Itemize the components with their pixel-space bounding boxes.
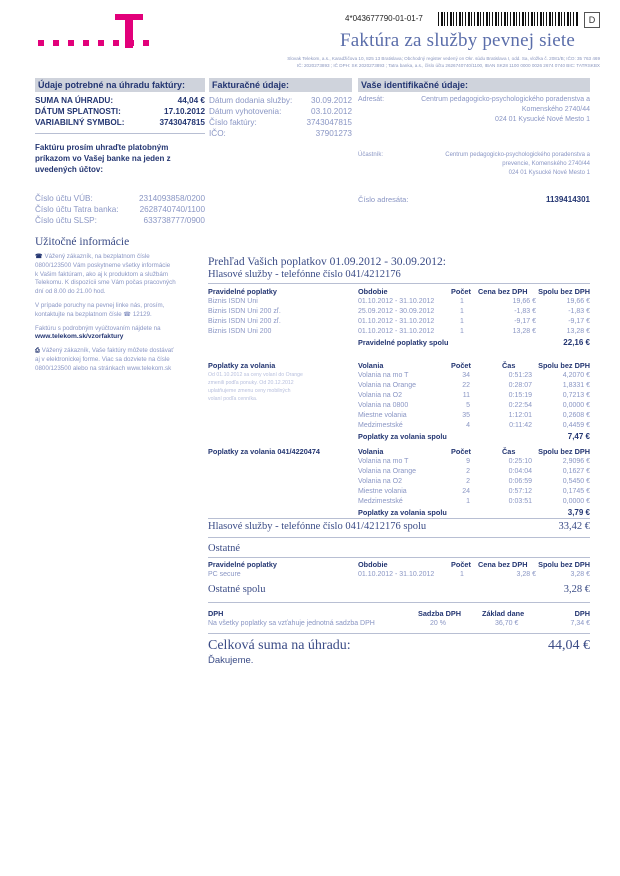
invoice-section bbox=[209, 78, 352, 139]
call2-row bbox=[208, 467, 590, 477]
calls2-total-row: Poplatky za volania spolu 3,79 € bbox=[358, 508, 590, 517]
calls-total-row: Poplatky za volania spolu 7,47 € bbox=[358, 432, 590, 441]
call2-row-cell: 0:57:12 bbox=[508, 488, 532, 495]
addressee-no: 1139414301 bbox=[545, 195, 590, 204]
call2-row bbox=[208, 497, 590, 507]
regular-fees-table bbox=[208, 287, 590, 357]
calls-table bbox=[208, 361, 590, 443]
call2-row-cell: 0:06:59 bbox=[508, 478, 532, 485]
invoice-row-number: Číslo faktúry: 3743047815 bbox=[209, 118, 352, 127]
regular-fee-row-cell: -9,17 € bbox=[568, 318, 590, 325]
overview-title: Prehľad Vašich poplatkov 01.09.2012 - 30.09.2012: bbox=[208, 256, 446, 268]
telekom-link[interactable]: www.telekom.sk/vzorfaktury bbox=[35, 333, 124, 341]
call2-row-cell: Volania na mo T bbox=[358, 458, 409, 465]
regular-fee-row bbox=[208, 307, 590, 317]
call2-row-cell: 2,9096 € bbox=[562, 458, 590, 465]
address-block: Centrum pedagogicko-psychologického poradenstva a Komenského 2740/44 024 01 Kysucké Nové Mesto 1 bbox=[421, 96, 590, 123]
printer-icon: ⎙ bbox=[35, 347, 40, 355]
call2-row-cell: 0,5450 € bbox=[562, 478, 590, 485]
useful-info bbox=[35, 236, 200, 374]
regular-fee-row bbox=[208, 297, 590, 307]
invoice-row-delivery: Dátum dodania služby: 30.09.2012 bbox=[209, 96, 352, 105]
call2-row-cell: 2 bbox=[466, 478, 470, 485]
calls2-header: Poplatky za volania 041/4220474 Volania Počet Čas Spolu bez DPH bbox=[208, 447, 590, 456]
other-fee-row-cell: 3,28 € bbox=[516, 571, 536, 578]
call-row-cell: 1:12:01 bbox=[508, 412, 532, 419]
call-row-cell: 0,0000 € bbox=[562, 402, 590, 409]
call2-row-cell: Medzimestské bbox=[358, 498, 403, 505]
call2-row-cell: 0:03:51 bbox=[508, 498, 532, 505]
thanks: Ďakujeme. bbox=[208, 655, 254, 666]
invoice-header: Fakturačné údaje: bbox=[209, 78, 352, 92]
call-row-cell: 4,2070 € bbox=[562, 372, 590, 379]
document-title: Faktúra za služby pevnej siete bbox=[340, 30, 575, 51]
regular-fee-row-cell: 19,66 € bbox=[512, 298, 536, 305]
call2-row bbox=[208, 487, 590, 497]
other-fee-row-cell: 1 bbox=[460, 571, 464, 578]
call-row-cell: 0:28:07 bbox=[508, 382, 532, 389]
regular-fee-row-cell: 19,66 € bbox=[566, 298, 590, 305]
regular-fee-row-cell: 13,28 € bbox=[566, 328, 590, 335]
call-row-cell: 0:22:54 bbox=[508, 402, 532, 409]
barcode bbox=[438, 12, 578, 26]
other-total: 3,28 € bbox=[563, 584, 590, 595]
other-total-label: Ostatné spolu bbox=[208, 584, 266, 595]
call-row bbox=[208, 381, 590, 391]
payment-section bbox=[35, 78, 205, 175]
other-fee-row-cell: 01.10.2012 - 31.10.2012 bbox=[358, 571, 435, 578]
call-row-cell: 35 bbox=[462, 412, 470, 419]
call-row bbox=[208, 371, 590, 381]
call2-row bbox=[208, 477, 590, 487]
useful-title: Užitočné informácie bbox=[35, 236, 130, 248]
addressee-no-label: Číslo adresáta: bbox=[358, 195, 409, 204]
ident-section bbox=[358, 78, 590, 207]
grand-total: 44,04 € bbox=[548, 638, 590, 653]
payment-row-amount: SUMA NA ÚHRADU: 44,04 € bbox=[35, 96, 205, 105]
phone-icon: ☎ bbox=[35, 253, 43, 260]
payment-row-vs: VARIABILNÝ SYMBOL: 3743047815 bbox=[35, 118, 205, 127]
regular-fee-row-cell: 1 bbox=[460, 318, 464, 325]
telekom-logo-icon bbox=[115, 14, 143, 48]
useful-p3: Faktúru s podrobným vyúčtovaním nájdete na www.telekom.sk/vzorfaktury bbox=[35, 324, 161, 341]
account-slsp: Číslo účtu SLSP: 633738777/0900 bbox=[35, 216, 205, 225]
regular-fee-row-cell: Biznis ISDN Uni bbox=[208, 298, 258, 305]
account-vub: Číslo účtu VÚB: 2314093858/0200 bbox=[35, 194, 205, 203]
regular-fee-row-cell: 01.10.2012 - 31.10.2012 bbox=[358, 318, 435, 325]
regular-fee-row-cell: 1 bbox=[460, 328, 464, 335]
regular-fee-row bbox=[208, 327, 590, 337]
other-title: Ostatné bbox=[208, 543, 241, 554]
call2-row-cell: 1 bbox=[466, 498, 470, 505]
vat-row: Na všetky poplatky sa vzťahuje jednotná sadzba DPH 20 % 36,70 € 7,34 € bbox=[208, 620, 590, 627]
useful-p4: ⎙ Vážený zákazník, Vaše faktúry môžete dostávať aj v elektronickej forme. Viac sa dozviete na čísle 0800/123500 alebo na stránkach www.telekom.sk bbox=[35, 347, 174, 372]
useful-p1: ☎ Vážený zákazník, na bezplatnom čísle 0800/123500 Vám poskytneme všetky informácie k Vašim faktúram, ako aj k produktom a službám Telekomu. K dispozícii sme Vám počas pracovných dní od 8.00 do 21.00 hod. bbox=[35, 253, 176, 296]
call-row-cell: 0,7213 € bbox=[562, 392, 590, 399]
call2-row bbox=[208, 457, 590, 467]
invoice-row-ico: IČO: 37901273 bbox=[209, 129, 352, 138]
call-row-cell: 5 bbox=[466, 402, 470, 409]
call-row-cell: 22 bbox=[462, 382, 470, 389]
other-table bbox=[208, 560, 590, 580]
barcode-number: 4*043677790-01-01-7 bbox=[345, 14, 423, 23]
address-label: Adresát: bbox=[358, 96, 385, 103]
voice-total-label: Hlasové služby - telefónne číslo 041/4212176 spolu bbox=[208, 521, 427, 532]
regular-fee-row bbox=[208, 317, 590, 327]
call-row-cell: Volania na Orange bbox=[358, 382, 416, 389]
call-row-cell: 4 bbox=[466, 422, 470, 429]
call-row-cell: Volania na mo T bbox=[358, 372, 409, 379]
regular-fee-row-cell: Biznis ISDN Uni 200 zľ. bbox=[208, 318, 281, 325]
call2-row-cell: 9 bbox=[466, 458, 470, 465]
call-row-cell: Medzimestské bbox=[358, 422, 403, 429]
calls2-table bbox=[208, 447, 590, 519]
call-row-cell: Miestne volania bbox=[358, 412, 407, 419]
call-row bbox=[208, 391, 590, 401]
voice-title: Hlasové služby - telefónne číslo 041/4212176 bbox=[208, 269, 401, 280]
regular-fee-row-cell: 01.10.2012 - 31.10.2012 bbox=[358, 298, 435, 305]
vat-header: DPH Sadzba DPH Základ dane DPH bbox=[208, 609, 590, 618]
call-row bbox=[208, 421, 590, 431]
call2-row-cell: 0,1745 € bbox=[562, 488, 590, 495]
version-letter: D bbox=[584, 12, 600, 28]
call2-row-cell: Miestne volania bbox=[358, 488, 407, 495]
regular-fee-row-cell: -1,83 € bbox=[514, 308, 536, 315]
call-row bbox=[208, 411, 590, 421]
payment-row-due: DÁTUM SPLATNOSTI: 17.10.2012 bbox=[35, 107, 205, 116]
call-row-cell: 0,2608 € bbox=[562, 412, 590, 419]
grand-total-label: Celková suma na úhradu: bbox=[208, 638, 351, 653]
call-row-cell: Volania na O2 bbox=[358, 392, 402, 399]
calls-note: Od 01.10.2012 sa ceny volaní do Orange zmenili podľa ponuky. Od 20.12.2012 uplatňujeme zmenu ceny mobilných volaní podľa cenníka. bbox=[208, 372, 303, 402]
company-info: Slovak Telekom, a.s., Karadžičova 10, 825 13 Bratislava; Obchodný register vedený on Okr. súdu Bratislava I, odd. Sa, vložka č. 2081/B; IČO: 35 763 469 IČ: 2020273893 ; IČ DPH: SK 2020273893 ; Tatra banka, a.s., číslo účtu 2626740740/1100, IBAN SK28 1100 0000 0026 2674 0740 BIC: TATRSKBX bbox=[287, 56, 600, 68]
account-tatra: Číslo účtu Tatra banka: 2628740740/1100 bbox=[35, 205, 205, 214]
regular-total-row: Pravidelné poplatky spolu 22,16 € bbox=[358, 338, 590, 347]
regular-fee-row-cell: 1 bbox=[460, 308, 464, 315]
call2-row-cell: 0,1627 € bbox=[562, 468, 590, 475]
call-row-cell: 0:51:23 bbox=[508, 372, 532, 379]
ident-header: Vaše identifikačné údaje: bbox=[358, 78, 590, 92]
other-fee-row-cell: PC secure bbox=[208, 571, 241, 578]
call-row-cell: 0:11:42 bbox=[509, 422, 532, 429]
regular-fee-row-cell: 13,28 € bbox=[512, 328, 536, 335]
call-row bbox=[208, 401, 590, 411]
call2-row-cell: Volania na O2 bbox=[358, 478, 402, 485]
call2-row-cell: 0:25:10 bbox=[508, 458, 532, 465]
call2-row-cell: 0:04:04 bbox=[508, 468, 532, 475]
invoice-row-issued: Dátum vyhotovenia: 03.10.2012 bbox=[209, 107, 352, 116]
call-row-cell: 1,8331 € bbox=[562, 382, 590, 389]
holder-label: Účastník: bbox=[358, 152, 384, 158]
regular-header: Pravidelné poplatky Obdobie Počet Cena bez DPH Spolu bez DPH bbox=[208, 287, 590, 296]
call-row-cell: 0,4459 € bbox=[562, 422, 590, 429]
voice-total: 33,42 € bbox=[558, 521, 590, 532]
regular-fee-row-cell: 1 bbox=[460, 298, 464, 305]
useful-p2: V prípade poruchy na pevnej linke nás, prosím, kontaktujte na bezplatnom čísle ☎ 12129. bbox=[35, 301, 165, 318]
regular-fee-row-cell: -1,83 € bbox=[568, 308, 590, 315]
regular-fee-row-cell: Biznis ISDN Uni 200 zľ. bbox=[208, 308, 281, 315]
payment-header: Údaje potrebné na úhradu faktúry: bbox=[35, 78, 205, 92]
other-header: Pravidelné poplatky Obdobie Počet Cena bez DPH Spolu bez DPH bbox=[208, 560, 590, 569]
call-row-cell: 0:15:19 bbox=[508, 392, 532, 399]
regular-fee-row-cell: -9,17 € bbox=[514, 318, 536, 325]
vat-table bbox=[208, 609, 590, 629]
other-fee-row bbox=[208, 570, 590, 580]
call2-row-cell: 2 bbox=[466, 468, 470, 475]
calls-header: Poplatky za volania Volania Počet Čas Spolu bez DPH bbox=[208, 361, 590, 370]
call2-row-cell: Volania na Orange bbox=[358, 468, 416, 475]
call2-row-cell: 0,0000 € bbox=[562, 498, 590, 505]
other-fee-row-cell: 3,28 € bbox=[570, 571, 590, 578]
call-row-cell: Volania na 0800 bbox=[358, 402, 409, 409]
call-row-cell: 11 bbox=[462, 392, 470, 399]
regular-fee-row-cell: 25.09.2012 - 30.09.2012 bbox=[358, 308, 435, 315]
payment-note: Faktúru prosím uhraďte platobným príkazom vo Vašej banke na jeden z uvedených účtov: bbox=[35, 143, 171, 174]
holder-block: Centrum pedagogicko-psychologického poradenstva a prevencie, Komenského 2740/44 024 01 Kysucké Nové Mesto 1 bbox=[445, 152, 590, 176]
call-row-cell: 34 bbox=[462, 372, 470, 379]
call2-row-cell: 24 bbox=[462, 488, 470, 495]
regular-fee-row-cell: Biznis ISDN Uni 200 bbox=[208, 328, 272, 335]
regular-fee-row-cell: 01.10.2012 - 31.10.2012 bbox=[358, 328, 435, 335]
bank-accounts bbox=[35, 193, 205, 226]
